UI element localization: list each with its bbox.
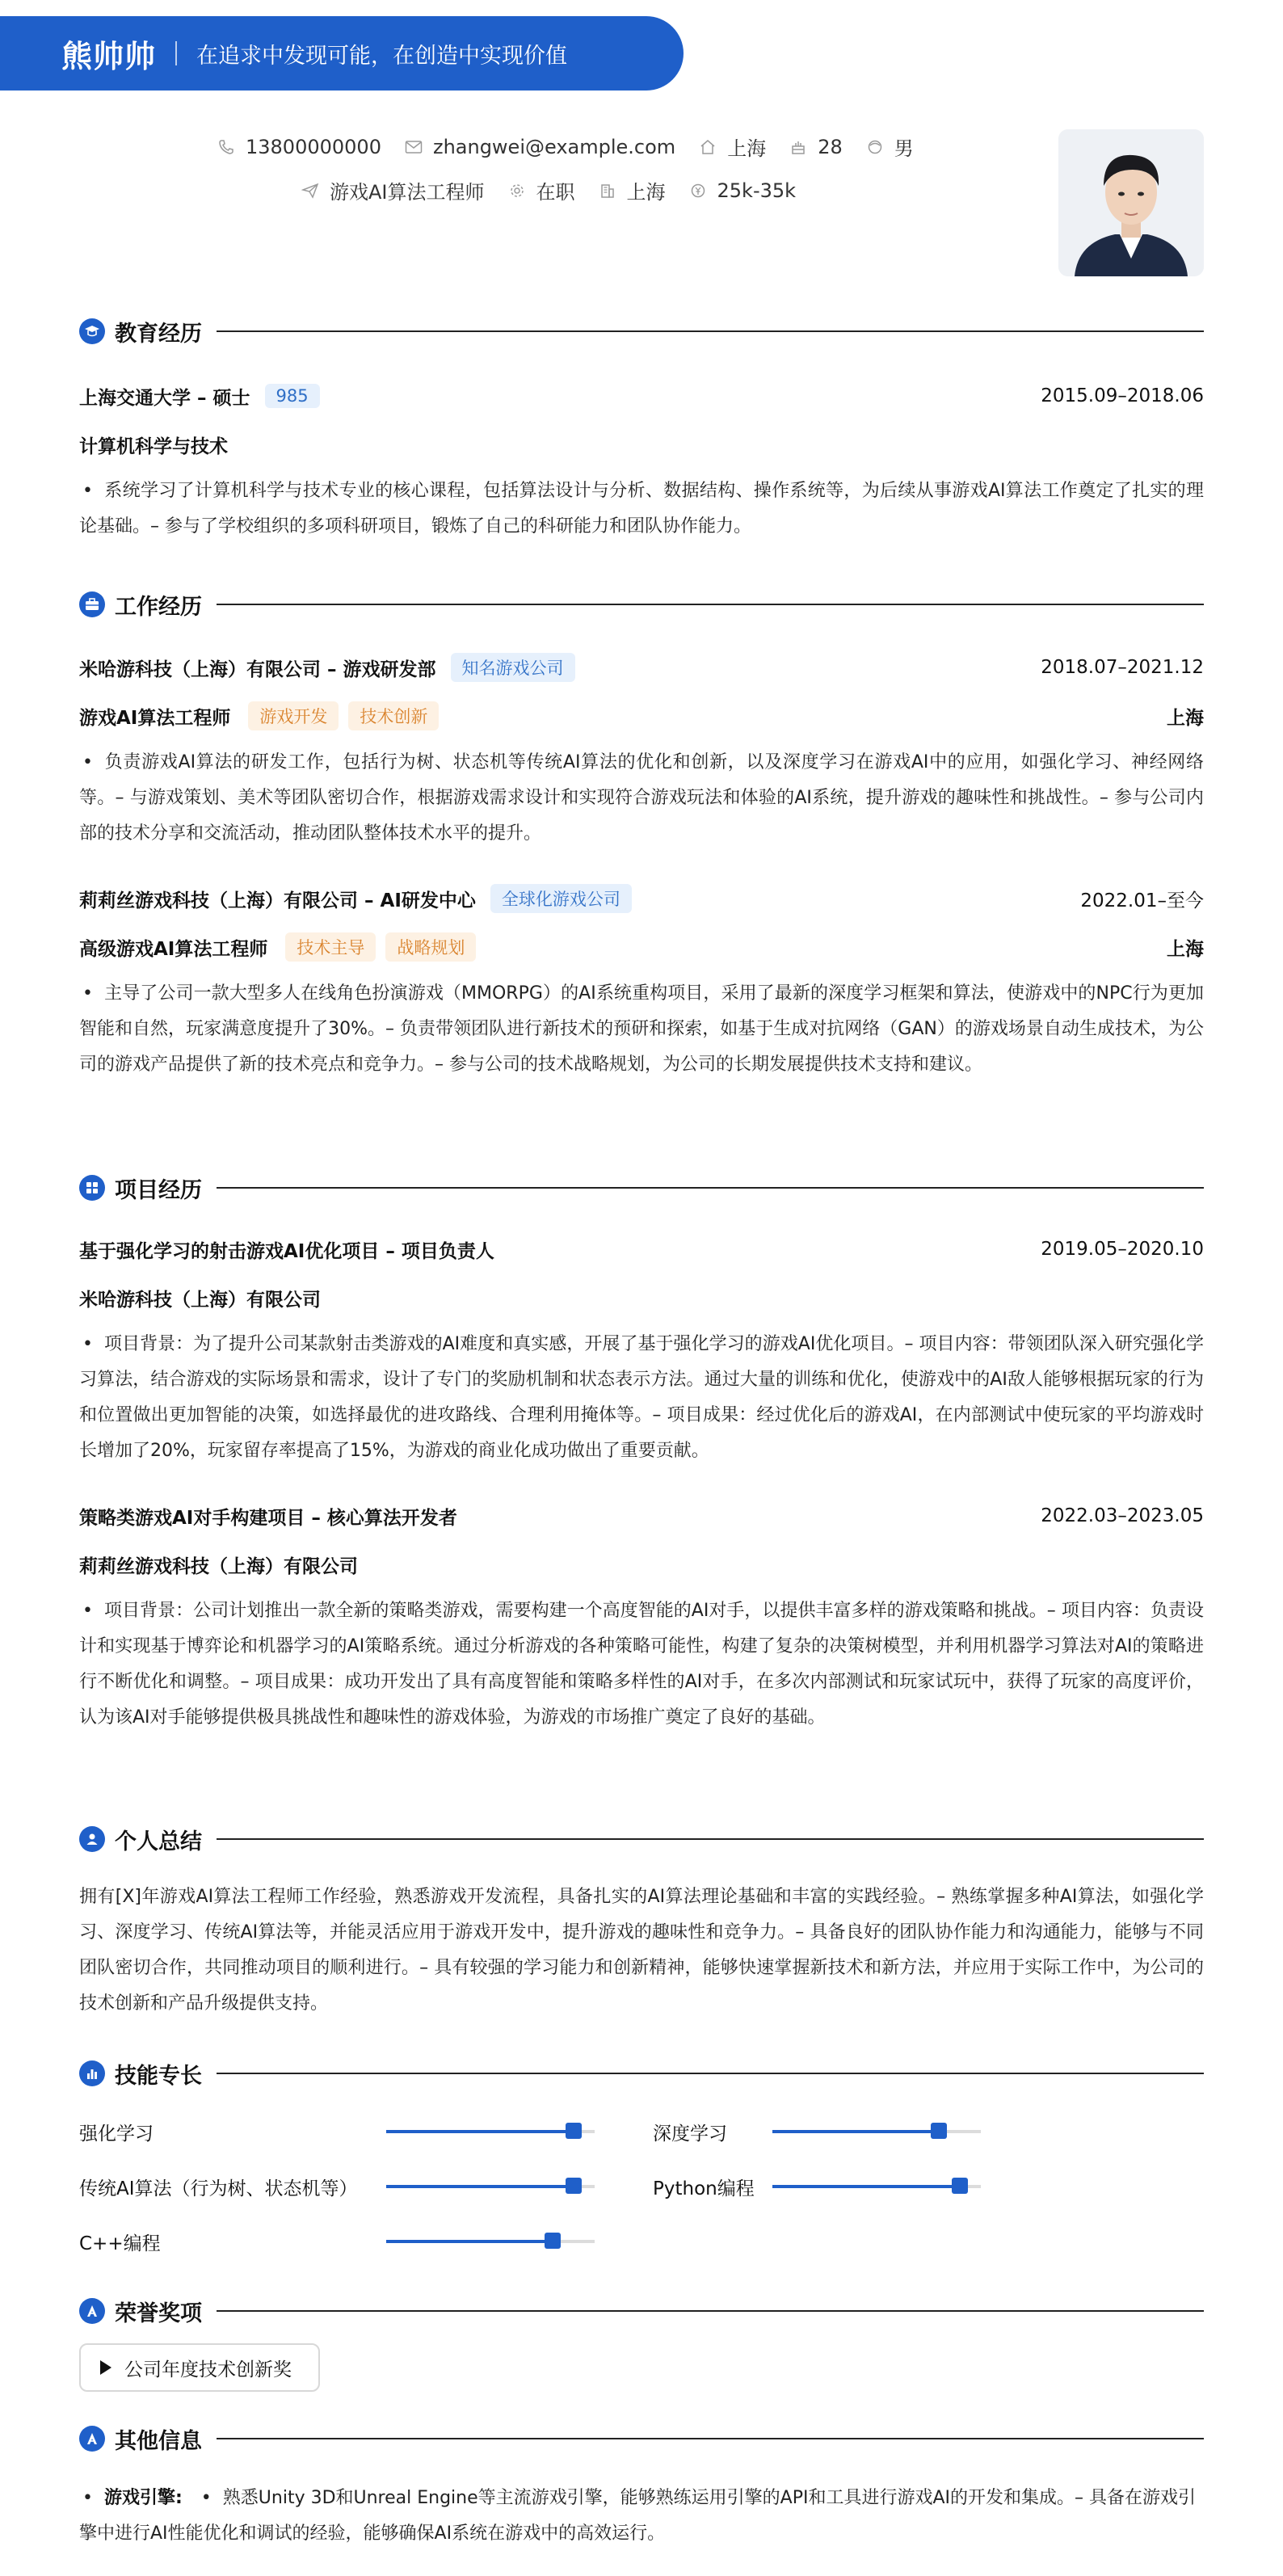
graduation-cap-icon	[79, 318, 105, 344]
contact-email: zhangwei@example.com	[404, 136, 675, 158]
other-info-label: 游戏引擎:	[103, 2488, 183, 2508]
skill-item	[653, 2115, 981, 2148]
section-divider	[217, 1187, 1204, 1189]
section-title: 其他信息	[115, 2428, 202, 2454]
company-tag: 全球化游戏公司	[490, 884, 632, 913]
briefcase-icon	[79, 591, 105, 617]
section-divider	[217, 2073, 1204, 2074]
job-role: 高级游戏AI算法工程师	[79, 938, 268, 960]
section-divider	[217, 330, 1204, 332]
project-title: 基于强化学习的射击游戏AI优化项目 – 项目负责人	[79, 1240, 494, 1262]
skill-item	[79, 2170, 595, 2203]
work-entry-2	[79, 882, 1204, 1083]
skill-level-bar	[386, 2240, 595, 2243]
grid-icon	[79, 1175, 105, 1201]
award-item: 公司年度技术创新奖	[79, 2343, 320, 2392]
money-icon	[688, 181, 708, 200]
skill-level-bar	[772, 2130, 981, 2133]
section-title: 教育经历	[115, 321, 202, 347]
skill-tag: 技术主导	[285, 932, 376, 962]
section-projects	[79, 1172, 1204, 1204]
section-divider	[217, 2310, 1204, 2312]
section-divider	[217, 2438, 1204, 2439]
skill-item	[653, 2170, 981, 2203]
work-location: 上海	[1167, 938, 1204, 960]
avatar	[1058, 129, 1204, 276]
section-title: 个人总结	[115, 1829, 202, 1854]
work-location: 上海	[1167, 707, 1204, 729]
section-title: 荣誉奖项	[115, 2300, 202, 2326]
skill-name: Python编程	[653, 2178, 755, 2199]
contact-age: 28	[789, 136, 843, 158]
skill-item	[79, 2225, 595, 2258]
project-date: 2019.05–2020.10	[1041, 1239, 1204, 1260]
bar-chart-icon	[79, 2060, 105, 2086]
skill-tag: 游戏开发	[248, 701, 339, 730]
project-date: 2022.03–2023.05	[1041, 1505, 1204, 1526]
summary-text: 拥有[X]年游戏AI算法工程师工作经验，熟悉游戏开发流程，具备扎实的AI算法理论基础和丰富的实践经验。– 熟练掌握多种AI算法，如强化学习、深度学习、传统AI算法等，并能灵活应用于游戏开发中，提升游戏的趣味性和竞争力。– 具备良好的团队协作能力和沟通能力，能够与不同团队密切合作，共同推动项目的顺利进行。– 具有较强的学习能力和创新精神，能够快速掌握新技术和新方法，并应用于实际工作中，为公司的技术创新和产品升级提供支持。	[79, 1887, 1204, 2014]
contact-target-city: 上海	[598, 176, 666, 204]
contact-row-1	[217, 133, 936, 161]
education-entry	[79, 380, 1204, 545]
skill-name: C++编程	[79, 2233, 161, 2254]
contact-city: 上海	[698, 133, 766, 161]
company-name: 莉莉丝游戏科技（上海）有限公司 – AI研发中心	[79, 890, 476, 911]
work-desc: • 主导了公司一款大型多人在线角色扮演游戏（MMORPG）的AI系统重构项目，采用了最新的深度学习框架和算法，使游戏中的NPC行为更加智能和自然，玩家满意度提升了30%。– 负责带领团队进行新技术的预研和探索，如基于生成对抗网络（GAN）的游戏场景自动生成技术，为公司的游戏产品提供了新的技术亮点和竞争力。– 参与公司的技术战略规划，为公司的长期发展提供技术支持和建议。	[79, 976, 1204, 1083]
contact-status: 在职	[507, 176, 575, 204]
company-name: 米哈游科技（上海）有限公司 – 游戏研发部	[79, 659, 436, 680]
candidate-motto: 在追求中发现可能，在创造中实现价值	[196, 43, 568, 69]
section-education	[79, 315, 1204, 347]
banner-divider	[175, 41, 177, 65]
section-divider	[217, 604, 1204, 605]
section-title: 技能专长	[115, 2063, 202, 2089]
cake-icon	[789, 137, 808, 157]
contact-salary: 25k-35k	[688, 179, 797, 202]
play-icon	[100, 2360, 111, 2375]
work-date: 2018.07–2021.12	[1041, 657, 1204, 678]
school-tag: 985	[265, 384, 320, 408]
skill-tag: 技术创新	[348, 701, 439, 730]
contact-row-2	[301, 176, 818, 204]
mail-icon	[404, 137, 423, 157]
skill-name: 深度学习	[653, 2123, 727, 2145]
other-info-item	[79, 2481, 1204, 2552]
section-work	[79, 588, 1204, 621]
skill-name: 传统AI算法（行为树、状态机等）	[79, 2178, 358, 2199]
skill-level-bar	[386, 2130, 595, 2133]
section-awards	[79, 2295, 1204, 2327]
award-icon	[79, 2298, 105, 2324]
info-icon	[79, 2426, 105, 2452]
project-company: 莉莉丝游戏科技（上海）有限公司	[79, 1555, 358, 1577]
work-date: 2022.01–至今	[1080, 890, 1204, 911]
skill-name: 强化学习	[79, 2123, 154, 2145]
education-date: 2015.09–2018.06	[1041, 385, 1204, 406]
contact-phone: 13800000000	[217, 136, 381, 158]
project-title: 策略类游戏AI对手构建项目 – 核心算法开发者	[79, 1507, 457, 1529]
send-icon	[301, 181, 320, 200]
project-desc: • 项目背景：为了提升公司某款射击类游戏的AI难度和真实感，开展了基于强化学习的游戏AI优化项目。– 项目内容：带领团队深入研究强化学习算法，结合游戏的实际场景和需求，设计了专门的奖励机制和状态表示方法。通过大量的训练和优化，使游戏中的AI敌人能够根据玩家的行为和位置做出更加智能的决策，如选择最优的进攻路线、合理利用掩体等。– 项目成果：经过优化后的游戏AI，在内部测试中使玩家的平均游戏时长增加了20%，玩家留存率提高了15%，为游戏的商业化成功做出了重要贡献。	[79, 1327, 1204, 1469]
skill-item	[79, 2115, 595, 2148]
user-icon	[79, 1826, 105, 1852]
home-icon	[698, 137, 717, 157]
skill-tag: 战略规划	[385, 932, 476, 962]
contact-gender: 男	[865, 133, 914, 161]
section-divider	[217, 1838, 1204, 1840]
skill-level-bar	[386, 2185, 595, 2188]
gender-icon	[865, 137, 885, 157]
project-company: 米哈游科技（上海）有限公司	[79, 1289, 321, 1311]
project-entry-1	[79, 1233, 1204, 1469]
other-info-text: 熟悉Unity 3D和Unreal Engine等主流游戏引擎，能够熟练运用引擎的API和工具进行游戏AI的开发和集成。– 具备在游戏引擎中进行AI性能优化和调试的经验，能够确保AI系统在游戏中的高效运行。	[79, 2488, 1196, 2544]
section-summary	[79, 1823, 1204, 1855]
section-other	[79, 2422, 1204, 2455]
skill-level-bar	[772, 2185, 981, 2188]
gear-icon	[507, 181, 527, 200]
phone-icon	[217, 137, 236, 157]
section-skills	[79, 2057, 1204, 2090]
building-icon	[598, 181, 617, 200]
education-desc: • 系统学习了计算机科学与技术专业的核心课程，包括算法设计与分析、数据结构、操作系统等，为后续从事游戏AI算法工作奠定了扎实的理论基础。– 参与了学校组织的多项科研项目，锻炼了自己的科研能力和团队协作能力。	[79, 474, 1204, 545]
candidate-name: 熊帅帅	[61, 38, 157, 74]
section-title: 工作经历	[115, 594, 202, 620]
header-banner	[0, 16, 684, 90]
job-role: 游戏AI算法工程师	[79, 707, 231, 729]
company-tag: 知名游戏公司	[451, 653, 575, 682]
contact-job-title: 游戏AI算法工程师	[301, 176, 485, 204]
project-entry-2	[79, 1500, 1204, 1736]
school-degree: 上海交通大学 – 硕士	[79, 387, 250, 409]
section-title: 项目经历	[115, 1177, 202, 1203]
education-major: 计算机科学与技术	[79, 436, 228, 457]
work-entry-1	[79, 651, 1204, 852]
project-desc: • 项目背景：公司计划推出一款全新的策略类游戏，需要构建一个高度智能的AI对手，以提供丰富多样的游戏策略和挑战。– 项目内容：负责设计和实现基于博弈论和机器学习的AI策略系统。通过分析游戏的各种策略可能性，构建了复杂的决策树模型，并利用机器学习算法对AI的策略进行不断优化和调整。– 项目成果：成功开发出了具有高度智能和策略多样性的AI对手，在多次内部测试和玩家试玩中，获得了玩家的高度评价，认为该AI对手能够提供极具挑战性和趣味性的游戏体验，为游戏的市场推广奠定了良好的基础。	[79, 1593, 1204, 1736]
work-desc: • 负责游戏AI算法的研发工作，包括行为树、状态机等传统AI算法的优化和创新，以及深度学习在游戏AI中的应用，如强化学习、神经网络等。– 与游戏策划、美术等团队密切合作，根据游戏需求设计和实现符合游戏玩法和体验的AI系统，提升游戏的趣味性和挑战性。– 参与公司内部的技术分享和交流活动，推动团队整体技术水平的提升。	[79, 745, 1204, 852]
